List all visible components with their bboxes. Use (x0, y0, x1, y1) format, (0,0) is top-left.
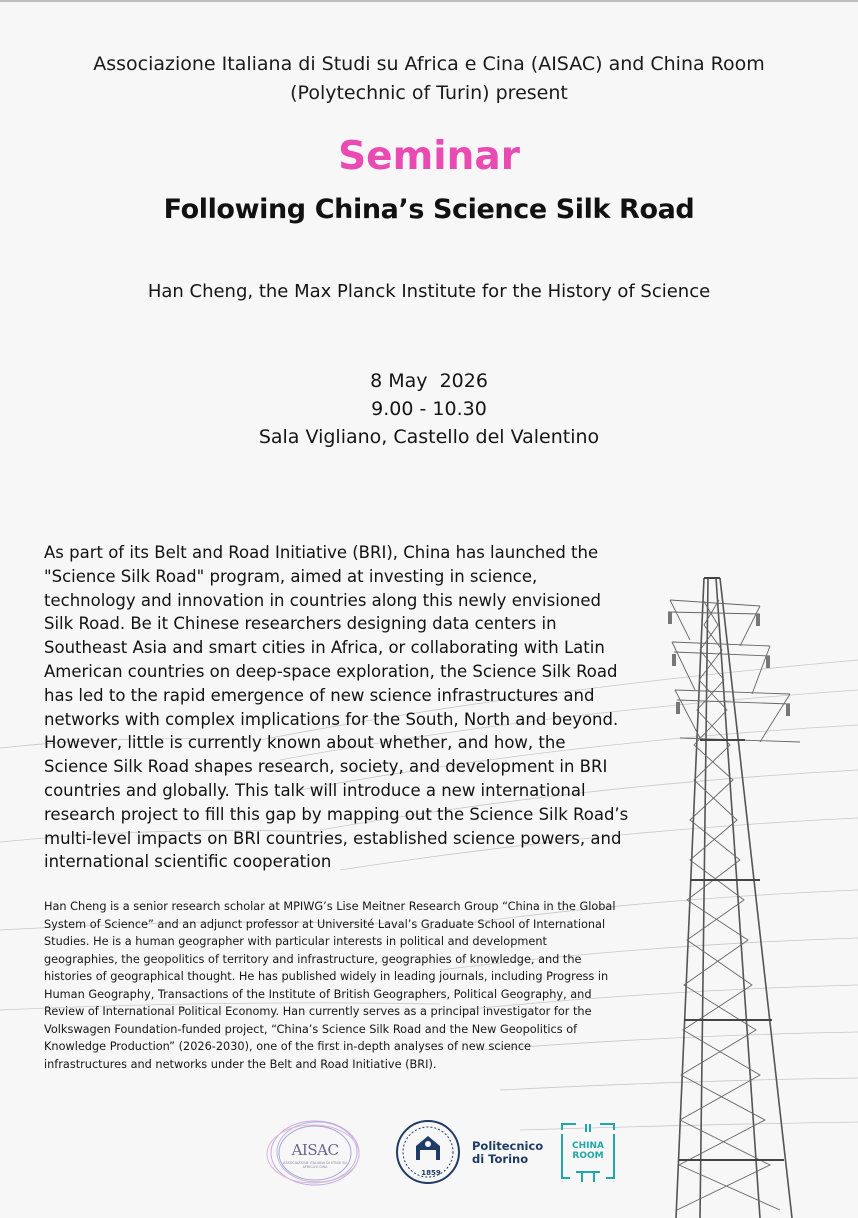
abstract-paragraph: As part of its Belt and Road Initiative (BRI), China has launched the "Science Silk Road" program, aimed at investing in science, technology and innovation in countries along this newly envisioned Silk Road. Be it Chinese researchers designing data centers in Southeast Asia and smart cities in Africa, or collaborating with Latin American countries on deep-space exploration, the Science Silk Road has led to the rapid emergence of new science infrastructures and networks with complex implications for the South, North and beyond. However, little is currently known about whether, and how, the Science Silk Road shapes research, society, and development in BRI countries and globally. This talk will introduce a new international research project to fill this gap by mapping out the Science Silk Road’s multi-level impacts on BRI countries, established science powers, and international scientific cooperation (44, 543, 629, 872)
china-room-line-2: ROOM (572, 1151, 604, 1161)
speaker-bio: Han Cheng is a senior research scholar at MPIWG’s Lise Meitner Research Group “China in the Global System of Science” and an adjunct professor at Université Laval’s Graduate School of International Studies. He is a human geographer with particular interests in political and development geographies, the geopolitics of territory and infrastructure, geographies of knowledge, and the histories of geographical thought. He has published widely in leading journals, including Progress in Human Geography, Transactions of the Institute of British Geographers, Political Geography, and Review of International Political Economy. Han currently serves as a principal investigator for the Volkswagen Foundation-funded project, “China’s Science Silk Road and the New Geopolitics of Knowledge Production” (2026-2030), one of the first in-depth analyses of new science infrastructures and networks under the Belt and Road Initiative (BRI). (44, 900, 616, 1071)
aisac-wordmark: AISAC (291, 1141, 339, 1159)
intro-line-2: (Polytechnic of Turin) present (290, 82, 568, 104)
china-room-logo (556, 1120, 620, 1186)
aisac-logo (262, 1117, 368, 1189)
china-room-wordmark (562, 1141, 614, 1161)
polito-year: 1859 (421, 1169, 441, 1177)
seminar-title: Following China’s Science Silk Road (163, 194, 695, 225)
polito-wordmark (472, 1140, 562, 1166)
aisac-subtitle: ASSOCIAZIONE ITALIANA DI STUDI SU AFRICA E CINA (283, 1161, 347, 1169)
presenters-intro (0, 50, 858, 108)
polito-seal-icon (394, 1120, 468, 1190)
polito-name-line-1: Politecnico (472, 1139, 544, 1153)
polito-name-line-2: di Torino (472, 1152, 529, 1166)
event-date: 8 May 2026 (370, 370, 488, 392)
china-room-line-1: CHINA (572, 1141, 604, 1151)
polito-seal (394, 1120, 468, 1190)
event-time: 9.00 - 10.30 (371, 398, 487, 420)
speaker-line: Han Cheng, the Max Planck Institute for the History of Science (147, 281, 711, 302)
logo-strip (0, 1112, 858, 1192)
event-type-heading: Seminar (338, 134, 520, 179)
event-details (0, 367, 858, 451)
intro-line-1: Associazione Italiana di Studi su Africa e Cina (AISAC) and China Room (93, 53, 765, 75)
event-venue: Sala Vigliano, Castello del Valentino (258, 426, 600, 448)
